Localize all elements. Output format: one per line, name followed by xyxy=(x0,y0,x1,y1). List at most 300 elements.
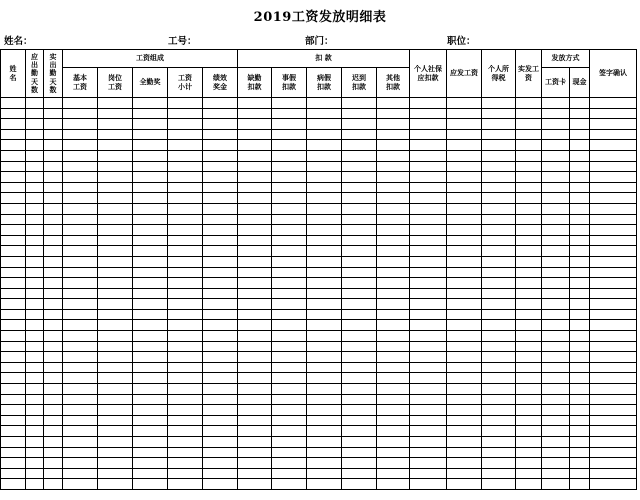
table-cell[interactable] xyxy=(26,150,44,161)
table-cell[interactable] xyxy=(590,458,637,469)
table-cell[interactable] xyxy=(342,256,377,267)
table-cell[interactable] xyxy=(98,182,133,193)
table-cell[interactable] xyxy=(342,320,377,331)
table-cell[interactable] xyxy=(1,193,26,204)
table-cell[interactable] xyxy=(98,426,133,437)
table-cell[interactable] xyxy=(133,309,168,320)
table-cell[interactable] xyxy=(168,331,203,342)
table-cell[interactable] xyxy=(272,129,307,140)
table-cell[interactable] xyxy=(98,108,133,119)
table-cell[interactable] xyxy=(410,129,447,140)
table-cell[interactable] xyxy=(26,267,44,278)
table-cell[interactable] xyxy=(44,267,63,278)
table-cell[interactable] xyxy=(307,479,342,490)
table-cell[interactable] xyxy=(44,256,63,267)
table-cell[interactable] xyxy=(272,214,307,225)
table-cell[interactable] xyxy=(307,437,342,448)
table-cell[interactable] xyxy=(272,119,307,130)
table-cell[interactable] xyxy=(447,119,482,130)
table-cell[interactable] xyxy=(44,98,63,109)
table-cell[interactable] xyxy=(590,426,637,437)
table-cell[interactable] xyxy=(26,458,44,469)
table-cell[interactable] xyxy=(26,161,44,172)
table-cell[interactable] xyxy=(590,150,637,161)
table-cell[interactable] xyxy=(570,405,590,416)
table-cell[interactable] xyxy=(98,362,133,373)
table-cell[interactable] xyxy=(482,108,516,119)
table-cell[interactable] xyxy=(377,256,410,267)
table-cell[interactable] xyxy=(238,246,272,257)
table-cell[interactable] xyxy=(133,172,168,183)
table-cell[interactable] xyxy=(98,129,133,140)
table-cell[interactable] xyxy=(542,362,570,373)
table-cell[interactable] xyxy=(570,129,590,140)
table-cell[interactable] xyxy=(410,299,447,310)
table-cell[interactable] xyxy=(63,394,98,405)
table-cell[interactable] xyxy=(272,437,307,448)
table-cell[interactable] xyxy=(203,331,238,342)
table-cell[interactable] xyxy=(482,447,516,458)
table-cell[interactable] xyxy=(482,394,516,405)
table-cell[interactable] xyxy=(203,150,238,161)
table-cell[interactable] xyxy=(447,182,482,193)
table-cell[interactable] xyxy=(63,479,98,490)
table-cell[interactable] xyxy=(26,108,44,119)
table-cell[interactable] xyxy=(238,447,272,458)
table-cell[interactable] xyxy=(342,119,377,130)
table-cell[interactable] xyxy=(447,172,482,183)
table-cell[interactable] xyxy=(44,214,63,225)
table-cell[interactable] xyxy=(307,225,342,236)
table-cell[interactable] xyxy=(377,267,410,278)
table-cell[interactable] xyxy=(307,235,342,246)
table-cell[interactable] xyxy=(98,278,133,289)
table-cell[interactable] xyxy=(590,214,637,225)
table-cell[interactable] xyxy=(26,129,44,140)
table-cell[interactable] xyxy=(482,415,516,426)
table-cell[interactable] xyxy=(133,479,168,490)
table-cell[interactable] xyxy=(26,140,44,151)
table-cell[interactable] xyxy=(516,193,542,204)
table-cell[interactable] xyxy=(410,468,447,479)
table-cell[interactable] xyxy=(570,341,590,352)
table-cell[interactable] xyxy=(410,373,447,384)
table-cell[interactable] xyxy=(447,246,482,257)
table-cell[interactable] xyxy=(272,447,307,458)
table-cell[interactable] xyxy=(342,193,377,204)
table-cell[interactable] xyxy=(203,129,238,140)
table-cell[interactable] xyxy=(44,362,63,373)
table-cell[interactable] xyxy=(590,203,637,214)
table-cell[interactable] xyxy=(1,108,26,119)
table-cell[interactable] xyxy=(133,362,168,373)
table-cell[interactable] xyxy=(44,352,63,363)
table-cell[interactable] xyxy=(1,468,26,479)
table-cell[interactable] xyxy=(63,299,98,310)
table-cell[interactable] xyxy=(272,182,307,193)
table-cell[interactable] xyxy=(168,225,203,236)
table-cell[interactable] xyxy=(410,150,447,161)
table-cell[interactable] xyxy=(238,437,272,448)
table-cell[interactable] xyxy=(590,172,637,183)
table-cell[interactable] xyxy=(342,415,377,426)
table-cell[interactable] xyxy=(26,98,44,109)
table-cell[interactable] xyxy=(26,479,44,490)
table-cell[interactable] xyxy=(307,426,342,437)
table-cell[interactable] xyxy=(26,278,44,289)
table-cell[interactable] xyxy=(203,267,238,278)
table-cell[interactable] xyxy=(542,352,570,363)
table-cell[interactable] xyxy=(98,225,133,236)
table-cell[interactable] xyxy=(377,309,410,320)
table-cell[interactable] xyxy=(342,352,377,363)
table-cell[interactable] xyxy=(1,405,26,416)
table-cell[interactable] xyxy=(342,278,377,289)
table-cell[interactable] xyxy=(238,405,272,416)
table-cell[interactable] xyxy=(307,415,342,426)
table-cell[interactable] xyxy=(98,172,133,183)
table-cell[interactable] xyxy=(516,309,542,320)
table-cell[interactable] xyxy=(516,203,542,214)
table-cell[interactable] xyxy=(482,214,516,225)
table-cell[interactable] xyxy=(238,479,272,490)
table-cell[interactable] xyxy=(63,108,98,119)
table-cell[interactable] xyxy=(98,341,133,352)
table-cell[interactable] xyxy=(447,203,482,214)
table-cell[interactable] xyxy=(1,320,26,331)
table-cell[interactable] xyxy=(63,331,98,342)
table-cell[interactable] xyxy=(63,267,98,278)
table-cell[interactable] xyxy=(447,341,482,352)
table-cell[interactable] xyxy=(447,140,482,151)
table-cell[interactable] xyxy=(570,331,590,342)
table-cell[interactable] xyxy=(272,415,307,426)
table-cell[interactable] xyxy=(307,299,342,310)
table-cell[interactable] xyxy=(203,299,238,310)
table-cell[interactable] xyxy=(516,182,542,193)
table-cell[interactable] xyxy=(203,384,238,395)
table-cell[interactable] xyxy=(377,384,410,395)
table-cell[interactable] xyxy=(516,161,542,172)
table-cell[interactable] xyxy=(203,288,238,299)
table-cell[interactable] xyxy=(542,161,570,172)
table-cell[interactable] xyxy=(410,98,447,109)
table-cell[interactable] xyxy=(133,246,168,257)
table-cell[interactable] xyxy=(26,288,44,299)
table-cell[interactable] xyxy=(272,278,307,289)
table-cell[interactable] xyxy=(542,119,570,130)
table-cell[interactable] xyxy=(168,140,203,151)
table-cell[interactable] xyxy=(410,309,447,320)
table-cell[interactable] xyxy=(516,140,542,151)
table-cell[interactable] xyxy=(590,394,637,405)
table-cell[interactable] xyxy=(542,468,570,479)
table-cell[interactable] xyxy=(1,278,26,289)
table-cell[interactable] xyxy=(570,150,590,161)
table-cell[interactable] xyxy=(26,468,44,479)
table-cell[interactable] xyxy=(238,278,272,289)
table-cell[interactable] xyxy=(133,129,168,140)
table-cell[interactable] xyxy=(133,447,168,458)
table-cell[interactable] xyxy=(98,352,133,363)
table-cell[interactable] xyxy=(133,405,168,416)
table-cell[interactable] xyxy=(168,278,203,289)
table-cell[interactable] xyxy=(377,320,410,331)
table-cell[interactable] xyxy=(168,129,203,140)
table-cell[interactable] xyxy=(63,161,98,172)
table-cell[interactable] xyxy=(203,214,238,225)
table-cell[interactable] xyxy=(1,235,26,246)
table-cell[interactable] xyxy=(168,98,203,109)
table-cell[interactable] xyxy=(590,320,637,331)
table-cell[interactable] xyxy=(26,320,44,331)
table-cell[interactable] xyxy=(542,108,570,119)
table-cell[interactable] xyxy=(44,203,63,214)
table-cell[interactable] xyxy=(542,437,570,448)
table-cell[interactable] xyxy=(516,214,542,225)
table-cell[interactable] xyxy=(447,331,482,342)
table-cell[interactable] xyxy=(133,214,168,225)
table-cell[interactable] xyxy=(516,278,542,289)
table-cell[interactable] xyxy=(238,172,272,183)
table-cell[interactable] xyxy=(238,98,272,109)
table-cell[interactable] xyxy=(238,341,272,352)
table-cell[interactable] xyxy=(238,309,272,320)
table-cell[interactable] xyxy=(168,405,203,416)
table-cell[interactable] xyxy=(307,214,342,225)
table-cell[interactable] xyxy=(44,384,63,395)
table-cell[interactable] xyxy=(482,193,516,204)
table-cell[interactable] xyxy=(1,256,26,267)
table-cell[interactable] xyxy=(98,468,133,479)
table-cell[interactable] xyxy=(447,267,482,278)
table-cell[interactable] xyxy=(168,384,203,395)
table-cell[interactable] xyxy=(133,150,168,161)
table-cell[interactable] xyxy=(342,362,377,373)
table-cell[interactable] xyxy=(26,331,44,342)
table-cell[interactable] xyxy=(238,458,272,469)
table-cell[interactable] xyxy=(133,288,168,299)
table-cell[interactable] xyxy=(1,341,26,352)
table-cell[interactable] xyxy=(238,225,272,236)
table-cell[interactable] xyxy=(63,182,98,193)
table-cell[interactable] xyxy=(98,458,133,469)
table-cell[interactable] xyxy=(44,309,63,320)
table-cell[interactable] xyxy=(410,161,447,172)
table-cell[interactable] xyxy=(63,426,98,437)
table-cell[interactable] xyxy=(482,246,516,257)
table-cell[interactable] xyxy=(482,437,516,448)
table-cell[interactable] xyxy=(98,373,133,384)
table-cell[interactable] xyxy=(542,193,570,204)
table-cell[interactable] xyxy=(44,458,63,469)
table-cell[interactable] xyxy=(542,405,570,416)
table-cell[interactable] xyxy=(133,161,168,172)
table-cell[interactable] xyxy=(238,129,272,140)
table-cell[interactable] xyxy=(168,246,203,257)
table-cell[interactable] xyxy=(98,203,133,214)
table-cell[interactable] xyxy=(44,394,63,405)
table-cell[interactable] xyxy=(133,468,168,479)
table-cell[interactable] xyxy=(542,203,570,214)
table-cell[interactable] xyxy=(133,225,168,236)
table-cell[interactable] xyxy=(63,405,98,416)
table-cell[interactable] xyxy=(63,373,98,384)
table-cell[interactable] xyxy=(63,193,98,204)
table-cell[interactable] xyxy=(203,203,238,214)
table-cell[interactable] xyxy=(590,129,637,140)
table-cell[interactable] xyxy=(542,288,570,299)
table-cell[interactable] xyxy=(133,426,168,437)
table-cell[interactable] xyxy=(447,235,482,246)
table-cell[interactable] xyxy=(168,150,203,161)
table-cell[interactable] xyxy=(590,479,637,490)
table-cell[interactable] xyxy=(590,362,637,373)
table-cell[interactable] xyxy=(168,320,203,331)
table-cell[interactable] xyxy=(590,225,637,236)
table-cell[interactable] xyxy=(98,267,133,278)
table-cell[interactable] xyxy=(238,108,272,119)
table-cell[interactable] xyxy=(447,352,482,363)
table-cell[interactable] xyxy=(410,172,447,183)
table-cell[interactable] xyxy=(410,405,447,416)
table-cell[interactable] xyxy=(63,214,98,225)
table-cell[interactable] xyxy=(26,352,44,363)
table-cell[interactable] xyxy=(203,246,238,257)
table-cell[interactable] xyxy=(377,437,410,448)
table-cell[interactable] xyxy=(26,246,44,257)
table-cell[interactable] xyxy=(133,320,168,331)
table-cell[interactable] xyxy=(133,140,168,151)
table-cell[interactable] xyxy=(272,405,307,416)
table-cell[interactable] xyxy=(342,246,377,257)
table-cell[interactable] xyxy=(410,458,447,469)
table-cell[interactable] xyxy=(238,235,272,246)
table-cell[interactable] xyxy=(377,225,410,236)
table-cell[interactable] xyxy=(63,309,98,320)
table-cell[interactable] xyxy=(447,405,482,416)
table-cell[interactable] xyxy=(542,384,570,395)
table-cell[interactable] xyxy=(410,108,447,119)
table-cell[interactable] xyxy=(307,193,342,204)
table-cell[interactable] xyxy=(542,140,570,151)
table-cell[interactable] xyxy=(377,182,410,193)
table-cell[interactable] xyxy=(272,479,307,490)
table-cell[interactable] xyxy=(447,214,482,225)
table-cell[interactable] xyxy=(203,447,238,458)
table-cell[interactable] xyxy=(203,352,238,363)
table-cell[interactable] xyxy=(307,172,342,183)
table-cell[interactable] xyxy=(570,288,590,299)
table-cell[interactable] xyxy=(342,235,377,246)
table-cell[interactable] xyxy=(272,341,307,352)
table-cell[interactable] xyxy=(482,384,516,395)
table-cell[interactable] xyxy=(1,182,26,193)
table-cell[interactable] xyxy=(516,394,542,405)
table-cell[interactable] xyxy=(342,447,377,458)
table-cell[interactable] xyxy=(570,299,590,310)
table-cell[interactable] xyxy=(590,373,637,384)
table-cell[interactable] xyxy=(482,150,516,161)
table-cell[interactable] xyxy=(272,352,307,363)
table-cell[interactable] xyxy=(272,108,307,119)
table-cell[interactable] xyxy=(377,235,410,246)
table-cell[interactable] xyxy=(590,468,637,479)
table-cell[interactable] xyxy=(63,225,98,236)
table-cell[interactable] xyxy=(447,309,482,320)
table-cell[interactable] xyxy=(238,193,272,204)
table-cell[interactable] xyxy=(168,415,203,426)
table-cell[interactable] xyxy=(133,267,168,278)
table-cell[interactable] xyxy=(63,129,98,140)
table-cell[interactable] xyxy=(482,278,516,289)
table-cell[interactable] xyxy=(542,309,570,320)
table-cell[interactable] xyxy=(447,108,482,119)
table-cell[interactable] xyxy=(377,479,410,490)
table-cell[interactable] xyxy=(590,119,637,130)
table-cell[interactable] xyxy=(98,140,133,151)
table-cell[interactable] xyxy=(203,426,238,437)
table-cell[interactable] xyxy=(516,373,542,384)
table-cell[interactable] xyxy=(1,479,26,490)
table-cell[interactable] xyxy=(516,98,542,109)
table-cell[interactable] xyxy=(1,373,26,384)
table-cell[interactable] xyxy=(133,341,168,352)
table-cell[interactable] xyxy=(482,98,516,109)
table-cell[interactable] xyxy=(133,235,168,246)
table-cell[interactable] xyxy=(342,182,377,193)
table-cell[interactable] xyxy=(307,331,342,342)
table-cell[interactable] xyxy=(272,373,307,384)
table-cell[interactable] xyxy=(410,362,447,373)
table-cell[interactable] xyxy=(238,299,272,310)
table-cell[interactable] xyxy=(168,426,203,437)
table-cell[interactable] xyxy=(516,172,542,183)
table-cell[interactable] xyxy=(482,468,516,479)
table-cell[interactable] xyxy=(342,150,377,161)
table-cell[interactable] xyxy=(98,415,133,426)
table-cell[interactable] xyxy=(238,140,272,151)
table-cell[interactable] xyxy=(272,426,307,437)
table-cell[interactable] xyxy=(307,98,342,109)
table-cell[interactable] xyxy=(516,150,542,161)
table-cell[interactable] xyxy=(44,150,63,161)
table-cell[interactable] xyxy=(238,267,272,278)
table-cell[interactable] xyxy=(590,384,637,395)
table-cell[interactable] xyxy=(26,309,44,320)
table-cell[interactable] xyxy=(98,331,133,342)
table-cell[interactable] xyxy=(168,362,203,373)
table-cell[interactable] xyxy=(542,394,570,405)
table-cell[interactable] xyxy=(590,447,637,458)
table-cell[interactable] xyxy=(98,437,133,448)
table-cell[interactable] xyxy=(44,182,63,193)
table-cell[interactable] xyxy=(238,362,272,373)
table-cell[interactable] xyxy=(342,267,377,278)
table-cell[interactable] xyxy=(590,415,637,426)
table-cell[interactable] xyxy=(570,225,590,236)
table-cell[interactable] xyxy=(98,193,133,204)
table-cell[interactable] xyxy=(410,384,447,395)
table-cell[interactable] xyxy=(272,299,307,310)
table-cell[interactable] xyxy=(590,437,637,448)
table-cell[interactable] xyxy=(410,288,447,299)
table-cell[interactable] xyxy=(342,225,377,236)
table-cell[interactable] xyxy=(168,172,203,183)
table-cell[interactable] xyxy=(342,98,377,109)
table-cell[interactable] xyxy=(482,479,516,490)
table-cell[interactable] xyxy=(482,172,516,183)
